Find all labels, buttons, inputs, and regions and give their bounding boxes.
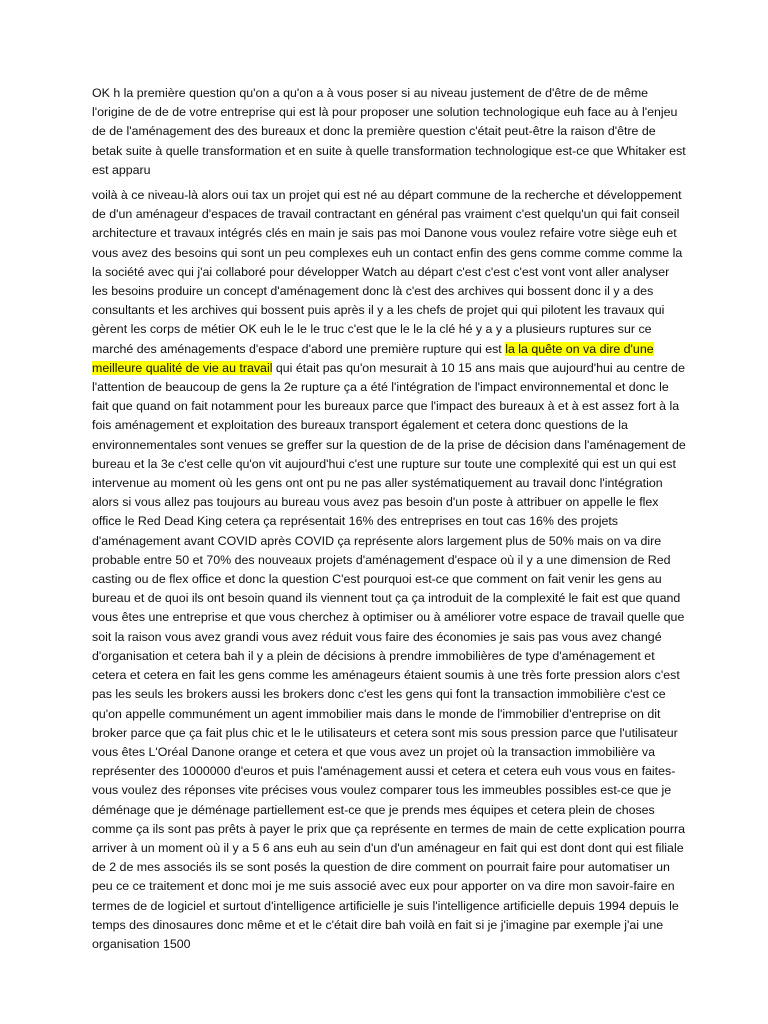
paragraph-answer (92, 186, 688, 954)
document-page (92, 84, 688, 954)
highlighted-phrase: la la quête on va dire d'une meilleure qualité de vie au travail (92, 341, 654, 375)
paragraph-question: OK h la première question qu'on a qu'on a à vous poser si au niveau justement de d'être de de même l'origine de de de votre entreprise qui est là pour proposer une solution technologique euh face au à l'enjeu de de l'aménagement des des bureaux et donc la première question c'était peut-être la raison d'être de betak suite à quelle transformation et en suite à quelle transformation technologique est-ce que Whitaker est est apparu (92, 86, 686, 177)
answer-text-end: qui était pas qu'on mesurait à 10 15 ans mais que aujourd'hui au centre de l'attention de beaucoup de gens la 2e rupture ça a été l'intégration de l'impact environnemental et donc le fait que quand on fait notamment pour les bureaux parce que l'impact des bureaux à et à est assez fort à la fois aménagement et exploitation des bureaux transport également et cetera donc questions de la environnementales sont venues se greffer sur la question de de la prise de décision dans l'aménagement de bureau et la 3e c'est celle qu'on vit aujourd'hui c'est une rupture sur toute une complexité qui est un qui est intervenue au moment où les gens ont ont pu ne pas aller systématiquement au travail donc l'intégration alors si vous allez pas toujours au bureau vous avez pas besoin d'un poste à attribuer on appelle le flex office le Red Dead King cetera ça représentait 16% des entreprises en tout cas 16% des projets d'aménagement avant COVID après COVID ça représente alors largement plus de 50% mais on va dire probable entre 50 et 70% des nouveaux projets d'aménagement d'espace où il y a une dimension de Red casting ou de flex office et donc la question C'est pourquoi est-ce que comment on fait venir les gens au bureau et de quoi ils ont besoin quand ils viennent tout ça ça introduit de la complexité le fait est que quand vous êtes une entreprise et que vous cherchez à optimiser ou à améliorer votre espace de travail quelle que soit la raison vous avez grandi vous avez réduit vous faire des économies je sais pas vous avez changé d'organisation et cetera bah il y a plein de décisions à prendre immobilières de type d'aménagement et cetera et cetera en fait les gens comme les aménageurs étaient soumis à une très forte pression alors c'est pas les seuls les brokers aussi les brokers donc c'est les gens qui font la transaction immobilière c'est ce qu'on appelle communément un agent immobilier mais dans le monde de l'immobilier d'entreprise on dit broker parce que ça fait plus chic et le le utilisateurs et cetera sont mis sous pression parce que l'utilisateur vous êtes L'Oréal Danone orange et cetera et que vous avez un projet où la transaction immobilière va représenter des 1000000 d'euros et puis l'aménagement aussi et cetera et cetera euh vous vous en faites-vous voulez des réponses vite précises vous voulez comparer tous les immeubles possibles est-ce que je déménage que je déménage partiellement est-ce que je prends mes équipes et cetera plein de choses comme ça ils sont pas prêts à payer le prix que ça représente en termes de main de cette explication pourra arriver à un moment où il y a 5 6 ans euh au sein d'un d'un aménageur en fait qui est dont dont qui est filiale de 2 de mes associés ils se sont posés la question de dire comment on pourrait faire pour automatiser un peu ce ce traitement et donc moi je me suis associé avec eux pour apporter on va dire mon savoir-faire en termes de de logiciel et surtout d'intelligence artificielle je suis l'intelligence artificielle depuis 1994 depuis le temps des dinosaures donc même et et le c'était dire bah voilà en fait si je j'imagine par exemple j'ai une organisation 1500 (92, 360, 686, 951)
answer-text-start: voilà à ce niveau-là alors oui tax un projet qui est né au départ commune de la recherche et développement de d'un aménageur d'espaces de travail contractant en général pas vraiment c'est quelqu'un qui fait conseil architecture et travaux intégrés clés en main je sais pas moi Danone vous voulez refaire votre siège euh et vous avez des besoins qui sont un peu complexes euh un contact enfin des gens comme comme comme la la société avec qui j'ai collaboré pour développer Watch au départ c'est c'est c'est vont vont aller analyser les besoins produire un concept d'aménagement donc là c'est des archives qui bossent donc il y a des consultants et les archives qui bossent puis après il y a les chefs de projet qui qui pilotent les travaux qui gèrent les corps de métier OK euh le le le truc c'est que le le la clé hé y a y a plusieurs ruptures sur ce marché des aménagements d'espace d'abord une première rupture qui est (92, 188, 683, 356)
